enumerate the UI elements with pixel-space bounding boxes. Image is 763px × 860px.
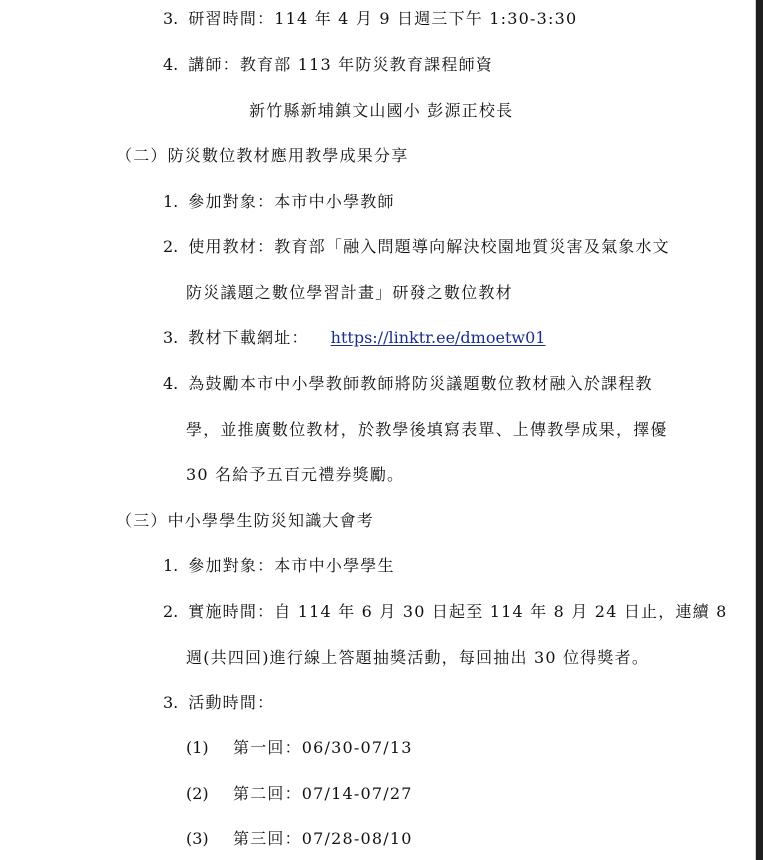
round-number: (1)	[186, 738, 209, 757]
item-text: 使用教材：教育部「融入問題導向解決校園地質災害及氣象水文	[188, 237, 670, 256]
list-item-student-participants	[163, 556, 395, 576]
item-number: 1.	[163, 556, 179, 575]
list-item-encourage	[163, 374, 653, 394]
section-heading-3: （三）中小學學生防災知識大會考	[116, 511, 375, 530]
lecturer-name: 新竹縣新埔鎮文山國小 彭源正校長	[249, 101, 514, 120]
list-item-materials	[163, 237, 670, 257]
item-number: 2.	[163, 602, 179, 621]
item-text: 活動時間：	[188, 693, 275, 712]
item-number: 3.	[163, 9, 179, 28]
list-item-encourage-cont2: 30 名給予五百元禮券獎勵。	[186, 465, 405, 484]
item-number: 2.	[163, 237, 179, 256]
round-item-2	[186, 784, 413, 804]
list-item-download	[163, 328, 545, 348]
section-heading-2: （二）防災數位教材應用教學成果分享	[116, 146, 409, 165]
item-number: 4.	[163, 374, 179, 393]
item-number: 3.	[163, 328, 179, 347]
item-number: 4.	[163, 55, 179, 74]
list-item-lecturer	[163, 55, 493, 75]
list-item-study-time	[163, 9, 577, 29]
list-item-schedule	[163, 602, 728, 622]
item-text: 教材下載網址：	[188, 328, 309, 347]
item-text: 為鼓勵本市中小學教師教師將防災議題數位教材融入於課程教	[188, 374, 653, 393]
item-text: 研習時間：114 年 4 月 9 日週三下午 1:30-3:30	[188, 9, 578, 28]
window-frame-right	[756, 0, 763, 860]
round-item-1	[186, 738, 413, 758]
item-number: 1.	[163, 192, 179, 211]
list-item-schedule-cont: 週(共四回)進行線上答題抽獎活動，每回抽出 30 位得獎者。	[186, 648, 650, 667]
download-link[interactable]: https://linktr.ee/dmoetw01	[330, 328, 546, 347]
round-text: 第一回：06/30-07/13	[233, 738, 413, 757]
round-text: 第三回：07/28-08/10	[233, 829, 413, 848]
item-text: 講師：教育部 113 年防災教育課程師資	[188, 55, 493, 74]
round-number: (3)	[186, 829, 209, 848]
item-text: 參加對象：本市中小學學生	[188, 556, 395, 575]
list-item-participants	[163, 192, 395, 212]
round-item-3	[186, 829, 413, 849]
round-number: (2)	[186, 784, 209, 803]
list-item-encourage-cont1: 學，並推廣數位教材，於教學後填寫表單、上傳教學成果，擇優	[186, 420, 668, 439]
item-text: 參加對象：本市中小學教師	[188, 192, 395, 211]
item-text: 實施時間：自 114 年 6 月 30 日起至 114 年 8 月 24 日止，連續 8	[188, 602, 728, 621]
list-item-activity-time	[163, 693, 274, 713]
list-item-materials-cont: 防災議題之數位學習計畫」研發之數位教材	[186, 283, 513, 302]
item-number: 3.	[163, 693, 179, 712]
round-text: 第二回：07/14-07/27	[233, 784, 413, 803]
